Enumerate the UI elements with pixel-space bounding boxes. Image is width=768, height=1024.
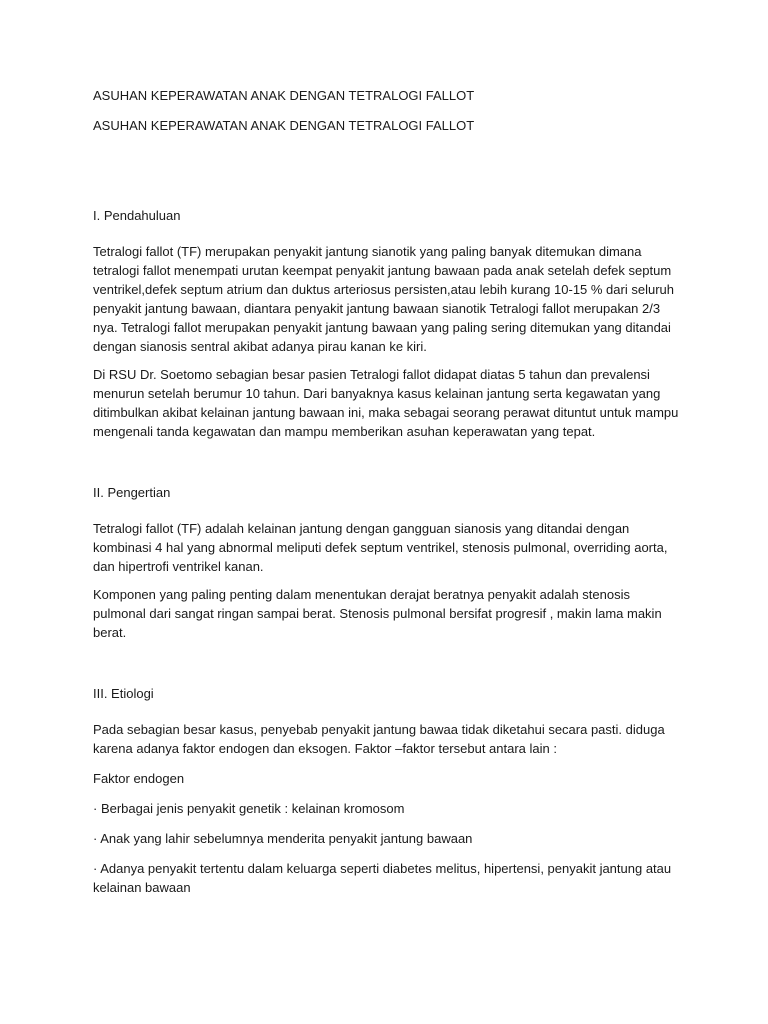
section-heading-pengertian: II. Pengertian (93, 485, 171, 500)
etiologi-subheading: Faktor endogen (93, 771, 185, 786)
section-pengertian (93, 483, 683, 642)
document-page (93, 86, 683, 908)
pendahuluan-paragraph-1: Tetralogi fallot (TF) merupakan penyakit jantung sianotik yang paling banyak ditemukan dimana tetralogi fallot menempati urutan keempat penyakit jantung bawaan pada anak setelah defek septum ventrikel,defek septum atrium dan duktus arteriosus persisten,atau lebih kurang 10-15 % dari seluruh penyakit jantung bawaan, diantara penyakit jantung bawaan sianotik Tetralogi fallot merupakan 2/3 nya. Tetralogi fallot merupakan penyakit jantung bawaan yang paling sering ditemukan yang ditandai dengan sianosis sentral akibat adanya pirau kanan ke kiri. (93, 244, 674, 354)
pendahuluan-paragraph-2: Di RSU Dr. Soetomo sebagian besar pasien Tetralogi fallot didapat diatas 5 tahun dan prevalensi menurun setelah berumur 10 tahun. Dari banyaknya kasus kelainan jantung serta kegawatan yang ditimbulkan akibat kelainan jantung bawaan ini, maka sebagai seorang perawat dituntut untuk mampu mengenali tanda kegawatan dan mampu memberikan asuhan keperawatan yang tepat. (93, 367, 679, 439)
etiologi-paragraph-1: Pada sebagian besar kasus, penyebab penyakit jantung bawaa tidak diketahui secara pasti. diduga karena adanya faktor endogen dan eksogen. Faktor –faktor tersebut antara lain : (93, 722, 665, 756)
pengertian-paragraph-2: Komponen yang paling penting dalam menentukan derajat beratnya penyakit adalah stenosis pulmonal dari sangat ringan sampai berat. Stenosis pulmonal bersifat progresif , makin lama makin berat. (93, 587, 662, 640)
section-etiologi (93, 684, 683, 897)
list-item: · Berbagai jenis penyakit genetik : kelainan kromosom (93, 801, 405, 816)
pengertian-paragraph-1: Tetralogi fallot (TF) adalah kelainan jantung dengan gangguan sianosis yang ditandai dengan kombinasi 4 hal yang abnormal meliputi defek septum ventrikel, stenosis pulmonal, overriding aorta, dan hipertrofi ventrikel kanan. (93, 521, 668, 574)
document-title: ASUHAN KEPERAWATAN ANAK DENGAN TETRALOGI FALLOT (93, 88, 475, 103)
section-pendahuluan (93, 206, 683, 441)
list-item: · Adanya penyakit tertentu dalam keluarga seperti diabetes melitus, hipertensi, penyakit jantung atau kelainan bawaan (93, 861, 672, 895)
section-heading-pendahuluan: I. Pendahuluan (93, 208, 181, 223)
document-title-repeat: ASUHAN KEPERAWATAN ANAK DENGAN TETRALOGI FALLOT (93, 118, 475, 133)
section-heading-etiologi: III. Etiologi (93, 686, 154, 701)
list-item: · Anak yang lahir sebelumnya menderita penyakit jantung bawaan (93, 831, 473, 846)
